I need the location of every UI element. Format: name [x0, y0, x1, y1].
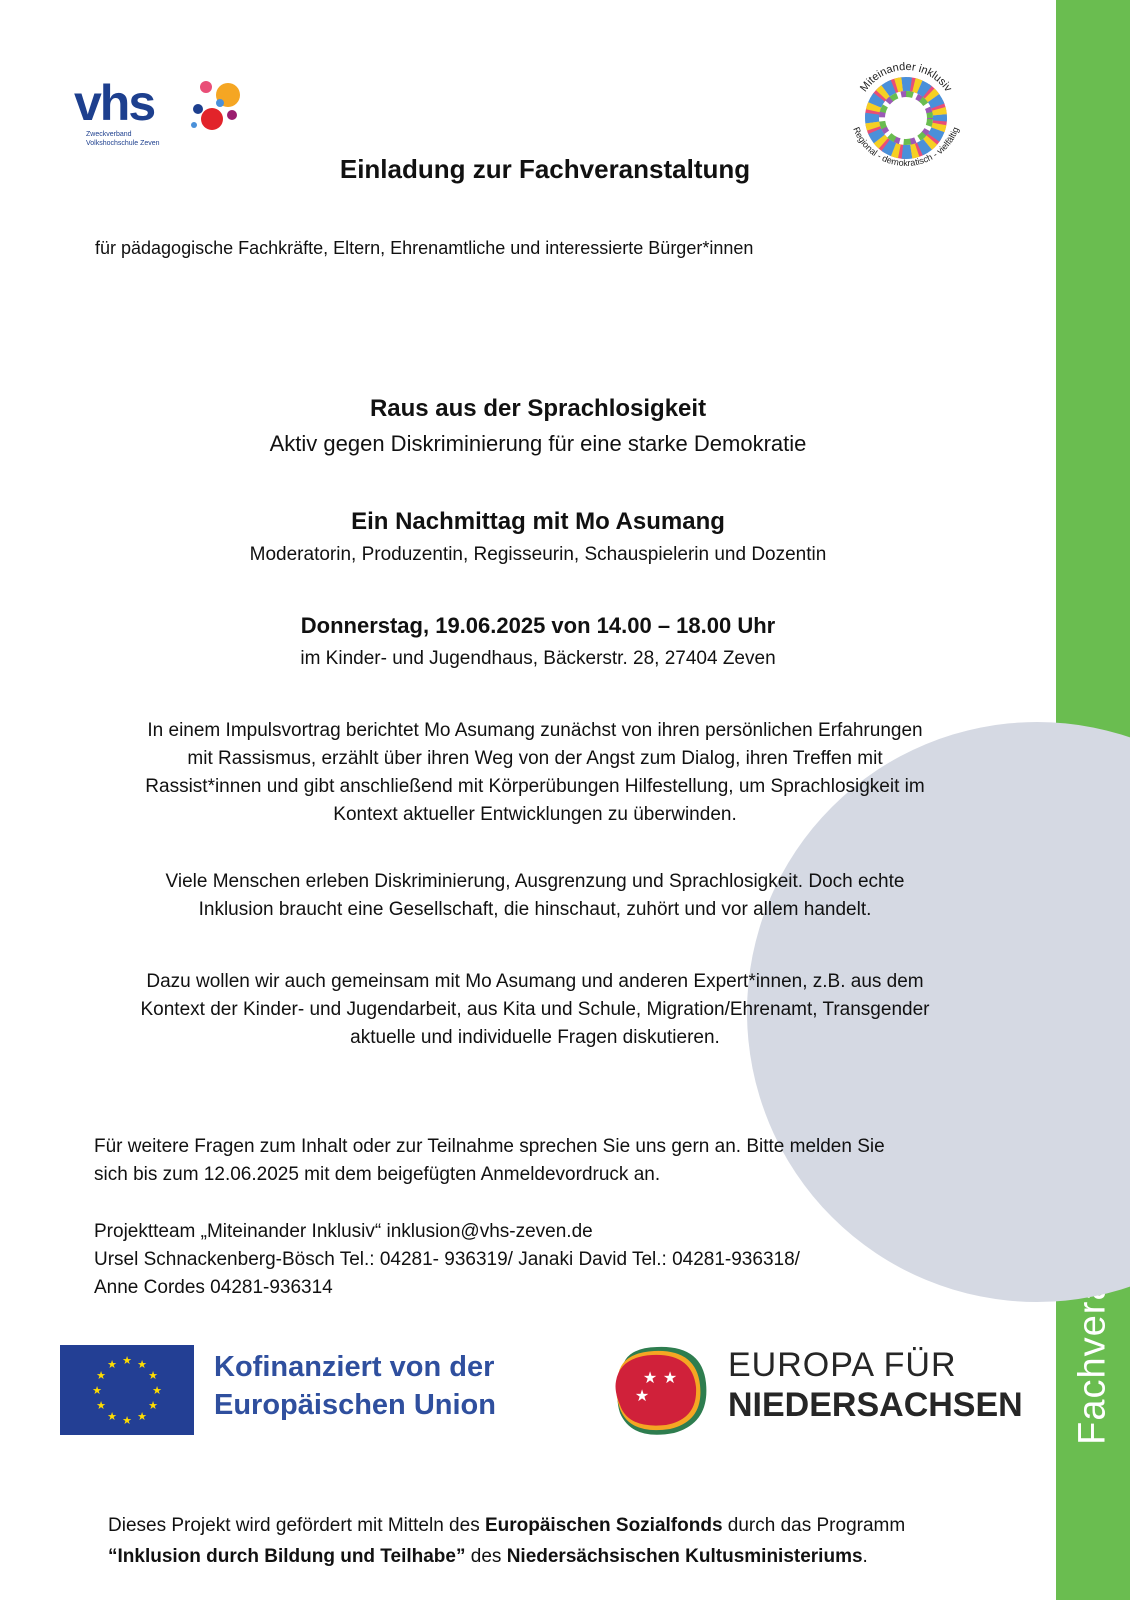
svg-text:★: ★ [148, 1369, 158, 1382]
svg-text:★: ★ [122, 1354, 132, 1367]
svg-text:★: ★ [92, 1384, 102, 1397]
text-line: Rassist*innen und gibt anschließend mit Körperübungen Hilfestellung, um Sprachlosigkeit im [145, 776, 925, 797]
svg-text:★: ★ [662, 1368, 678, 1387]
event-date: Donnerstag, 19.06.2025 von 14.00 – 18.00 Uhr [300, 613, 776, 638]
svg-text:★: ★ [107, 1410, 117, 1423]
text-line: aktuelle und individuelle Fragen diskutieren. [350, 1027, 720, 1048]
footer-line1 [108, 1510, 1028, 1541]
footer-text: des [465, 1546, 507, 1567]
text-line: sich bis zum 12.06.2025 mit dem beigefügten Anmeldevordruck an. [94, 1164, 661, 1185]
footer-esf: Europäischen Sozialfonds [484, 1515, 723, 1536]
vhs-wordmark: vhs [74, 75, 155, 131]
funding-footer [108, 1510, 1028, 1572]
event-title: Raus aus der Sprachlosigkeit [369, 395, 707, 422]
logo-arc-bottom: Regional - demokratisch - vielfältig [851, 125, 961, 169]
svg-text:★: ★ [96, 1369, 106, 1382]
text-line: mit Rassismus, erzählt über ihren Weg von der Angst zum Dialog, ihren Treffen mit [187, 748, 883, 769]
eu-flag-icon [60, 1345, 194, 1435]
footer-line2 [108, 1541, 1028, 1572]
text-line: Kontext der Kinder- und Jugendarbeit, aus Kita und Schule, Migration/Ehrenamt, Transgender [140, 999, 930, 1020]
eu-cofunded-text [214, 1348, 496, 1424]
svg-text:★: ★ [148, 1399, 158, 1412]
europa-niedersachsen-logo-icon [612, 1343, 712, 1439]
svg-text:★: ★ [137, 1410, 147, 1423]
text-line: In einem Impulsvortrag berichtet Mo Asumang zunächst von ihren persönlichen Erfahrungen [147, 720, 923, 741]
page-title: Einladung zur Fachveranstaltung [339, 154, 751, 184]
registration-text [94, 1133, 1034, 1189]
europa-fuer-text: EUROPA FÜR [728, 1346, 957, 1384]
vhs-logo [74, 75, 244, 150]
speaker-roles: Moderatorin, Produzentin, Regisseurin, Schauspielerin und Dozentin [249, 544, 827, 565]
footer-text: durch das Programm [722, 1515, 906, 1536]
footer-text: Dieses Projekt wird gefördert mit Mitteln des [108, 1515, 485, 1536]
vhs-subtitle-line1: Zweckverband [86, 131, 132, 138]
svg-text:★: ★ [634, 1386, 650, 1405]
event-location: im Kinder- und Jugendhaus, Bäckerstr. 28, 27404 Zeven [300, 648, 776, 669]
logo-arc-top: Miteinander inklusiv [858, 60, 955, 95]
description-paragraph-3 [60, 968, 1010, 1052]
vhs-subtitle-line2: Volkshochschule Zeven [86, 140, 160, 147]
description-paragraph-1 [60, 717, 1010, 829]
contact-block [94, 1218, 1034, 1302]
audience-text: für pädagogische Fachkräfte, Eltern, Ehrenamtliche und interessierte Bürger*innen [95, 238, 754, 258]
text-line: Kontext aktueller Entwicklungen zu überwinden. [333, 804, 737, 825]
niedersachsen-text: NIEDERSACHSEN [728, 1386, 1023, 1424]
vhs-subtitle [86, 130, 160, 148]
text-line: Für weitere Fragen zum Inhalt oder zur Teilnahme sprechen Sie uns gern an. Bitte melden Sie [94, 1136, 885, 1157]
eu-text-line2: Europäischen Union [214, 1389, 496, 1421]
event-subtitle: Aktiv gegen Diskriminierung für eine starke Demokratie [269, 431, 807, 456]
contact-line: Anne Cordes 04281-936314 [94, 1277, 333, 1298]
vhs-dots-icon [184, 77, 244, 137]
svg-text:★: ★ [96, 1399, 106, 1412]
svg-text:★: ★ [152, 1384, 162, 1397]
speaker-heading: Ein Nachmittag mit Mo Asumang [351, 508, 725, 535]
text-line: Dazu wollen wir auch gemeinsam mit Mo Asumang und anderen Expert*innen, z.B. aus dem [146, 971, 924, 992]
footer-ministry: Niedersächsischen Kultusministeriums [506, 1546, 863, 1567]
contact-line: Projektteam „Miteinander Inklusiv“ inklusion@vhs-zeven.de [94, 1221, 593, 1242]
footer-program: “Inklusion durch Bildung und Teilhabe” [108, 1546, 466, 1567]
puzzle-ring-icon [872, 84, 940, 152]
svg-text:★: ★ [107, 1358, 117, 1371]
text-line: Viele Menschen erleben Diskriminierung, Ausgrenzung und Sprachlosigkeit. Doch echte [165, 871, 905, 892]
svg-text:★: ★ [642, 1368, 658, 1387]
description-paragraph-2 [60, 868, 1010, 924]
text-line: Inklusion braucht eine Gesellschaft, die hinschaut, zuhört und vor allem handelt. [198, 899, 872, 920]
svg-text:★: ★ [122, 1414, 132, 1427]
svg-text:★: ★ [137, 1358, 147, 1371]
eu-text-line1: Kofinanziert von der [214, 1351, 495, 1383]
contact-line: Ursel Schnackenberg-Bösch Tel.: 04281- 936319/ Janaki David Tel.: 04281-936318/ [94, 1249, 800, 1270]
footer-text: . [862, 1546, 868, 1567]
